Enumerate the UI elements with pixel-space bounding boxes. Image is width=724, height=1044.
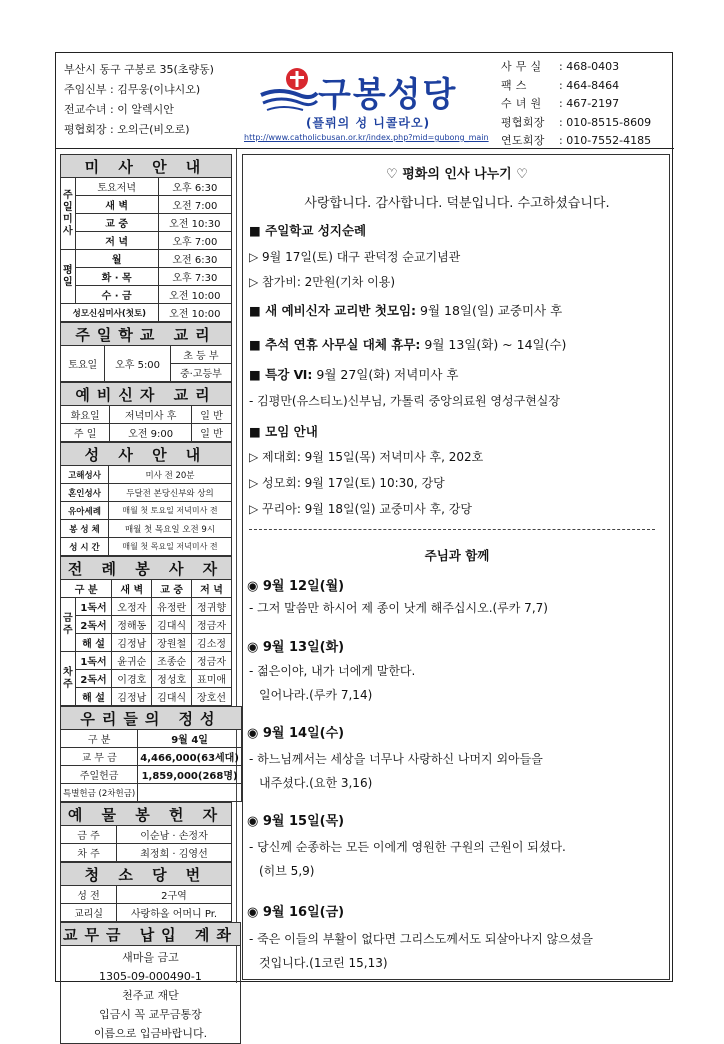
notice-line: ▷ 9월 17일(토) 대구 관덕정 순교기념관 xyxy=(249,250,461,264)
account-number: 1305-09-000490-1 xyxy=(99,970,202,983)
notice-heading: ■ 모임 안내 xyxy=(249,424,318,439)
pastor: 주임신부 : 김무웅(이냐시오) xyxy=(64,83,201,96)
server-role: 2독서 xyxy=(75,670,112,688)
council-president: 평협회장 : 오의근(비오로) xyxy=(64,123,190,136)
flowers-names: 최정희 · 김영선 xyxy=(117,844,232,862)
mass-time: 오전 7:00 xyxy=(158,196,231,214)
offering-value: 4,466,000(63세대) xyxy=(138,748,242,766)
sacrament-desc: 미사 전 20분 xyxy=(109,466,232,484)
flowers-week: 차 주 xyxy=(61,844,117,862)
server-role: 해 설 xyxy=(75,634,112,652)
verse-line: 일어나라.(루카 7,14) xyxy=(259,688,373,702)
daily-verse xyxy=(249,747,543,795)
daily-date: ◉ 9월 15일(목) xyxy=(247,814,345,829)
notice-line: ▷ 성모회: 9월 17일(토) 10:30, 강당 xyxy=(249,476,445,490)
server-name: 이경호 xyxy=(112,670,152,688)
main-content xyxy=(242,154,670,980)
offering-name: 주일헌금 xyxy=(61,766,138,784)
catechumen-table xyxy=(60,382,232,442)
server-name: 유정란 xyxy=(152,598,192,616)
daily-date: ◉ 9월 16일(금) xyxy=(247,905,345,920)
sacrament-name: 고해성사 xyxy=(61,466,109,484)
contact-value: : 010-8515-8609 xyxy=(559,115,652,129)
church-name: 구봉성당 xyxy=(318,75,458,115)
this-week-label: 금 주 xyxy=(61,598,76,652)
next-week-label: 차 주 xyxy=(61,652,76,706)
offering-value: 1,859,000(268명) xyxy=(138,766,242,784)
account-note: 이름으로 입금바랍니다. xyxy=(93,1027,208,1040)
contact-label: 팩 스 xyxy=(501,78,527,92)
notice-heading-label: ■ 특강 Ⅵ: xyxy=(249,367,313,382)
church-logo-icon xyxy=(259,65,319,115)
notice-line: - 김평만(유스티노)신부님, 가톨릭 중앙의료원 영성구현실장 xyxy=(249,394,560,408)
server-role: 해 설 xyxy=(75,688,112,706)
daily-date: ◉ 9월 12일(월) xyxy=(247,579,345,594)
account-table xyxy=(60,922,241,1044)
contact-row xyxy=(501,58,651,77)
bulletin-header xyxy=(56,53,674,149)
with-lord-title: 주님과 함께 xyxy=(424,548,490,563)
sunday-school-time: 오후 5:00 xyxy=(105,346,170,382)
mass-schedule-title: 미 사 안 내 xyxy=(61,155,232,178)
account-note: 입금시 꼭 교무금통장 xyxy=(99,1008,202,1021)
daily-verse xyxy=(249,659,415,707)
offering-value xyxy=(138,784,242,802)
offering-name: 교 무 금 xyxy=(61,748,138,766)
contact-value: : 464-8464 xyxy=(559,78,620,92)
notice-line: ▷ 참가비: 2만원(기차 이용) xyxy=(249,275,396,289)
dashed-divider xyxy=(249,529,655,530)
contact-row xyxy=(501,77,651,96)
server-name: 김대식 xyxy=(152,688,192,706)
secondary-group: 중·고등부 xyxy=(170,364,231,382)
notice-heading-label: ■ 새 예비신자 교리반 첫모임: xyxy=(249,303,417,318)
notice-line: ▷ 꾸리아: 9월 18일(일) 교중미사 후, 강당 xyxy=(249,502,472,516)
account-holder: 천주교 재단 xyxy=(122,989,179,1002)
contact-label: 연도회장 xyxy=(501,134,545,147)
server-role: 1독서 xyxy=(75,598,112,616)
mass-name: 월 xyxy=(75,250,158,268)
verse-line: - 하느님께서는 세상을 너무나 사랑하신 나머지 외아들을 xyxy=(249,752,543,766)
contact-label: 사 무 실 xyxy=(501,60,542,73)
sacrament-desc: 매월 첫 토요일 저녁미사 전 xyxy=(109,502,232,520)
catechumen-title: 예비신자 교리 xyxy=(61,383,232,406)
mass-name: 수 · 금 xyxy=(75,286,158,304)
account-info xyxy=(61,946,241,1044)
server-name: 윤귀순 xyxy=(112,652,152,670)
daily-date: ◉ 9월 13일(화) xyxy=(247,640,345,655)
greeting-title: ♡ 평화의 인사 나누기 ♡ xyxy=(386,167,528,182)
sacrament-name: 유아세례 xyxy=(61,502,109,520)
elementary-group: 초 등 부 xyxy=(170,346,231,364)
contact-row xyxy=(501,114,651,133)
contact-row xyxy=(501,95,651,114)
server-name: 장호선 xyxy=(192,688,232,706)
server-name: 정금자 xyxy=(192,652,232,670)
sacrament-desc: 매월 첫 목요일 오전 9시 xyxy=(109,520,232,538)
mass-time: 오전 6:30 xyxy=(158,250,231,268)
mass-time: 오후 6:30 xyxy=(158,178,231,196)
address: 부산시 동구 구봉로 35(초량동) xyxy=(64,63,214,76)
sacrament-name: 봉 성 체 xyxy=(61,520,109,538)
weekday-mass-label: 평 일 xyxy=(61,250,76,304)
sunday-school-table xyxy=(60,322,232,382)
cleaning-team: 사랑하올 어머니 Pr. xyxy=(117,904,232,922)
sacrament-name: 혼인성사 xyxy=(61,484,109,502)
notice-heading-detail: 9월 27일(화) 저녁미사 후 xyxy=(312,367,459,382)
server-role: 1독서 xyxy=(75,652,112,670)
account-bank: 새마을 금고 xyxy=(122,951,179,964)
catechumen-time: 저녁미사 후 xyxy=(110,406,192,424)
first-saturday-mass: 성모신심미사(첫토) xyxy=(61,304,159,322)
column-divider xyxy=(236,149,237,983)
verse-line: - 당신께 순종하는 모든 이에게 영원한 구원의 근원이 되셨다. xyxy=(249,840,566,854)
notice-line: ▷ 제대회: 9월 15일(목) 저녁미사 후, 202호 xyxy=(249,450,484,464)
sunday-school-title: 주일학교 교리 xyxy=(61,323,232,346)
verse-line: - 죽은 이들의 부활이 없다면 그리스도께서도 되살아나지 않으셨을 xyxy=(249,932,594,946)
server-name: 김소정 xyxy=(192,634,232,652)
daily-verse xyxy=(249,927,593,975)
offering-date: 9월 4일 xyxy=(138,730,242,748)
daily-verse xyxy=(249,835,566,883)
server-name: 조종순 xyxy=(152,652,192,670)
mass-name: 화 · 목 xyxy=(75,268,158,286)
flowers-week: 금 주 xyxy=(61,826,117,844)
sacrament-name: 성 시 간 xyxy=(61,538,109,556)
contact-list xyxy=(501,58,651,151)
contact-value: : 467-2197 xyxy=(559,97,620,110)
notice-heading xyxy=(249,301,562,319)
contact-value: : 468-0403 xyxy=(559,60,620,73)
server-name: 표미애 xyxy=(192,670,232,688)
contact-row xyxy=(501,132,651,151)
sacrament-desc: 매월 첫 목요일 저녁미사 전 xyxy=(109,538,232,556)
offering-date-label: 구 분 xyxy=(61,730,138,748)
cleaning-place: 성 전 xyxy=(61,886,117,904)
mass-time: 오전 10:00 xyxy=(158,286,231,304)
server-name: 김정남 xyxy=(112,688,152,706)
sunday-school-day: 토요일 xyxy=(61,346,105,382)
account-title: 교무금 납입 계좌 xyxy=(61,923,241,946)
sacrament-title: 성 사 안 내 xyxy=(61,443,232,466)
sidebar xyxy=(60,154,239,1044)
mass-time: 오전 10:00 xyxy=(158,304,231,322)
mass-time: 오후 7:30 xyxy=(158,268,231,286)
catechumen-day: 화요일 xyxy=(61,406,110,424)
notice-heading xyxy=(249,365,459,383)
bulletin-page xyxy=(55,52,673,1040)
flowers-names: 이순남 · 손정자 xyxy=(117,826,232,844)
verse-line: - 그저 말씀만 하시어 제 종이 낫게 해주십시오.(루카 7,7) xyxy=(249,601,548,615)
notice-heading-detail: 9월 13일(화) ~ 14일(수) xyxy=(420,337,567,352)
sacrament-table xyxy=(60,442,232,556)
church-website-link[interactable]: http://www.catholicbusan.or.kr/index.php?mid=gubong_main xyxy=(244,133,489,142)
mass-schedule-table xyxy=(60,154,232,322)
notice-heading-detail: 9월 18일(일) 교중미사 후 xyxy=(416,303,563,318)
offering-table xyxy=(60,706,242,802)
daily-date: ◉ 9월 14일(수) xyxy=(247,726,345,741)
offering-title: 우리들의 정성 xyxy=(61,707,242,730)
notice-heading xyxy=(249,335,566,353)
cleaning-place: 교리실 xyxy=(61,904,117,922)
sunday-mass-label: 주 일 미 사 xyxy=(61,178,76,250)
server-name: 김대식 xyxy=(152,616,192,634)
server-name: 정귀향 xyxy=(192,598,232,616)
server-name: 김정남 xyxy=(112,634,152,652)
servers-header: 저 녁 xyxy=(192,580,232,598)
servers-header: 교 중 xyxy=(152,580,192,598)
catechumen-day: 주 일 xyxy=(61,424,110,442)
servers-table xyxy=(60,556,232,706)
verse-line: 것입니다.(1코린 15,13) xyxy=(259,956,388,970)
notice-heading: ■ 주일학교 성지순례 xyxy=(249,223,367,238)
greeting-text: 사랑합니다. 감사합니다. 덕분입니다. 수고하셨습니다. xyxy=(304,196,610,211)
servers-title: 전 례 봉 사 자 xyxy=(61,557,232,580)
servers-header: 새 벽 xyxy=(112,580,152,598)
mass-name: 저 녁 xyxy=(75,232,158,250)
server-name: 정해동 xyxy=(112,616,152,634)
contact-label: 수 녀 원 xyxy=(501,97,542,110)
mass-time: 오후 7:00 xyxy=(158,232,231,250)
mass-name: 새 벽 xyxy=(75,196,158,214)
mass-name: 교 중 xyxy=(75,214,158,232)
verse-line: (히브 5,9) xyxy=(259,864,315,878)
servers-header: 구 분 xyxy=(61,580,112,598)
flowers-title: 예 물 봉 헌 자 xyxy=(61,803,232,826)
sacrament-desc: 두달전 본당신부와 상의 xyxy=(109,484,232,502)
missionary-sister: 전교수녀 : 이 알렉시안 xyxy=(64,103,174,116)
mass-name: 토요저녁 xyxy=(75,178,158,196)
server-name: 오정자 xyxy=(112,598,152,616)
server-name: 장원철 xyxy=(152,634,192,652)
cleaning-table xyxy=(60,862,232,922)
server-role: 2독서 xyxy=(75,616,112,634)
cleaning-team: 2구역 xyxy=(117,886,232,904)
catechumen-group: 일 반 xyxy=(192,424,232,442)
mass-time: 오전 10:30 xyxy=(158,214,231,232)
contact-label: 평협회장 xyxy=(501,115,545,129)
catechumen-time: 오전 9:00 xyxy=(110,424,192,442)
cleaning-title: 청 소 당 번 xyxy=(61,863,232,886)
verse-line: - 젊은이야, 내가 너에게 말한다. xyxy=(249,664,416,678)
catechumen-group: 일 반 xyxy=(192,406,232,424)
server-name: 정금자 xyxy=(192,616,232,634)
parish-info xyxy=(64,60,214,140)
daily-verse xyxy=(249,596,548,620)
church-patron: (플뤼의 성 니콜라오) xyxy=(306,116,431,130)
contact-value: : 010-7552-4185 xyxy=(559,134,652,147)
offering-name: 특별헌금 (2차헌금) xyxy=(61,784,138,802)
server-name: 정성호 xyxy=(152,670,192,688)
notice-heading-label: ■ 추석 연휴 사무실 대체 휴무: xyxy=(249,337,421,352)
verse-line: 내주셨다.(요한 3,16) xyxy=(259,776,373,790)
flowers-table xyxy=(60,802,232,862)
